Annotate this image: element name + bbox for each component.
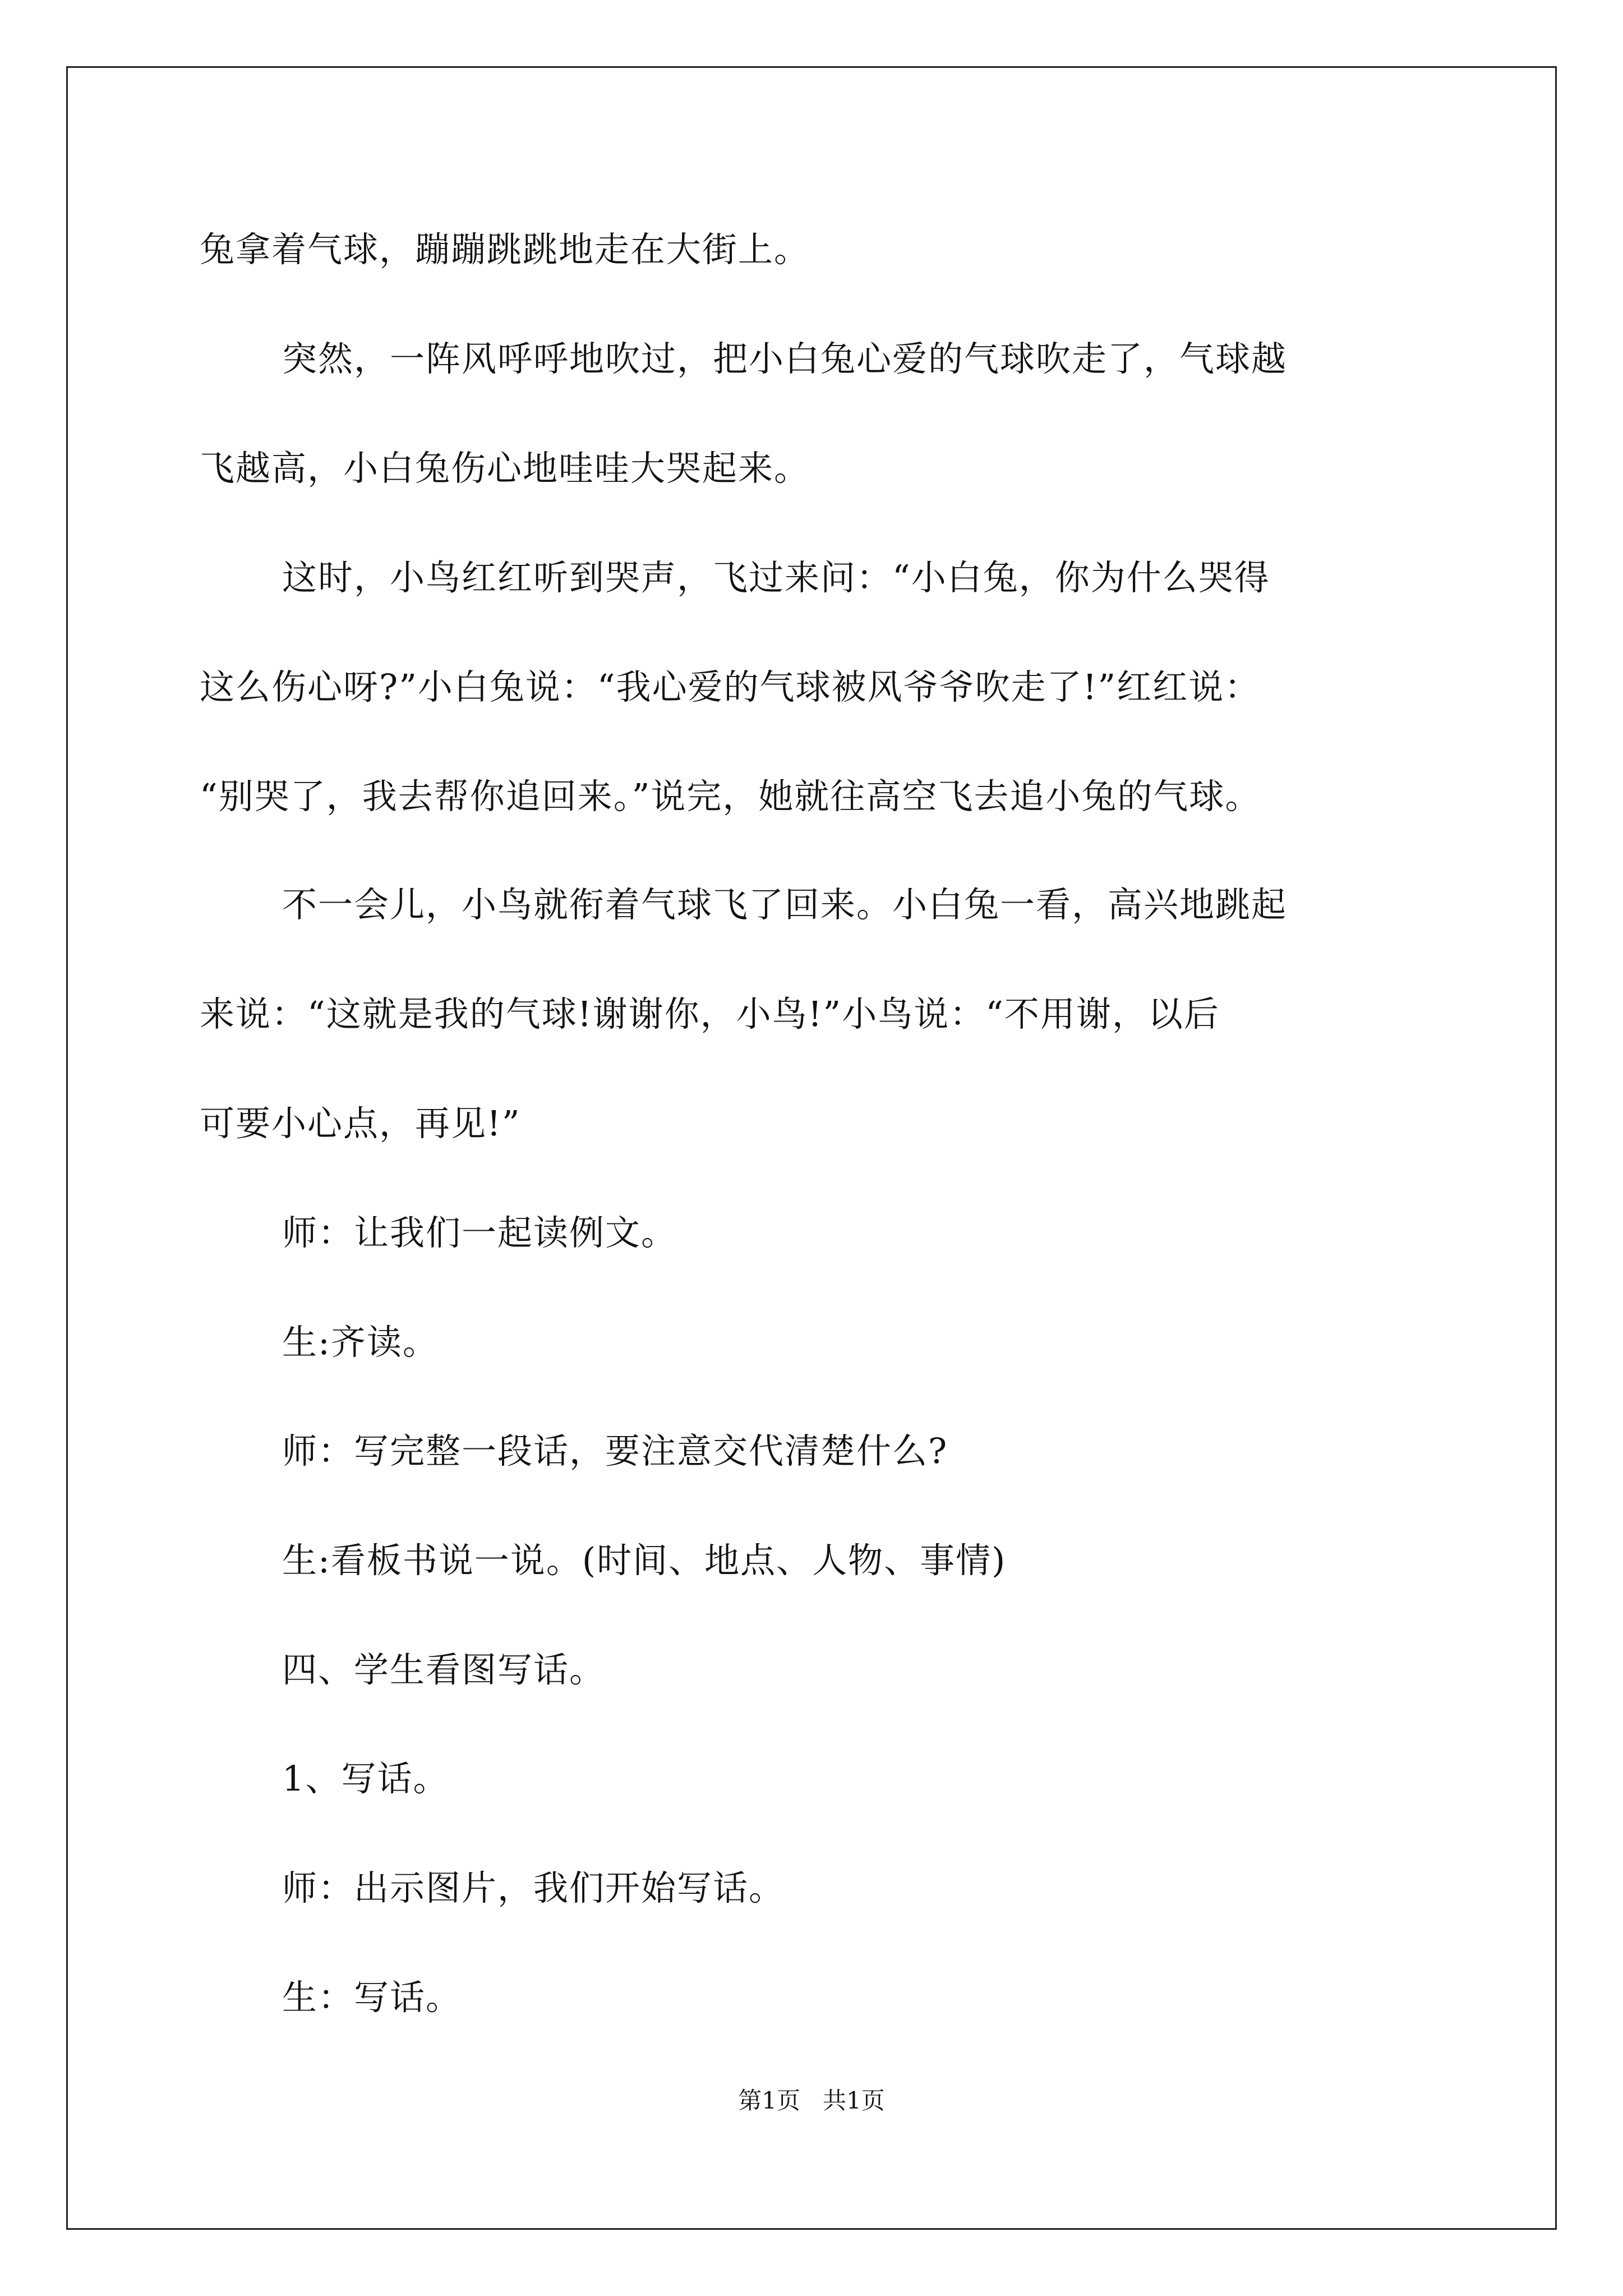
text-line-8: 来说：“这就是我的气球!谢谢你，小鸟!”小鸟说：“不用谢，以后 <box>200 993 1220 1034</box>
text-line-16: 师：出示图片，我们开始写话。 <box>282 1867 785 1908</box>
text-line-6: “别哭了，我去帮你追回来。”说完，她就往高空飞去追小兔的气球。 <box>200 776 1261 817</box>
text-line-10: 师：让我们一起读例文。 <box>282 1212 677 1253</box>
page-footer: 第1页 共1页 <box>738 2087 885 2114</box>
text-line-1: 兔拿着气球，蹦蹦跳跳地走在大街上。 <box>200 229 810 270</box>
text-line-4: 这时，小鸟红红听到哭声，飞过来问：“小白兔，你为什么哭得 <box>282 557 1270 598</box>
text-line-15: 1、写话。 <box>282 1758 449 1799</box>
text-line-3: 飞越高，小白兔伤心地哇哇大哭起来。 <box>200 448 810 489</box>
text-line-2: 突然，一阵风呼呼地吹过，把小白兔心爱的气球吹走了，气球越 <box>282 338 1288 379</box>
text-line-5: 这么伤心呀?”小白兔说：“我心爱的气球被风爷爷吹走了!”红红说： <box>200 666 1261 707</box>
text-line-9: 可要小心点，再见!” <box>200 1103 521 1144</box>
text-line-14: 四、学生看图写话。 <box>282 1649 606 1690</box>
text-line-17: 生：写话。 <box>282 1977 462 2018</box>
text-line-11: 生:齐读。 <box>282 1322 439 1363</box>
text-line-13: 生:看板书说一说。(时间、地点、人物、事情) <box>282 1540 1007 1581</box>
text-line-12: 师：写完整一段话，要注意交代清楚什么? <box>282 1430 948 1471</box>
text-line-7: 不一会儿，小鸟就衔着气球飞了回来。小白兔一看，高兴地跳起 <box>282 884 1288 925</box>
